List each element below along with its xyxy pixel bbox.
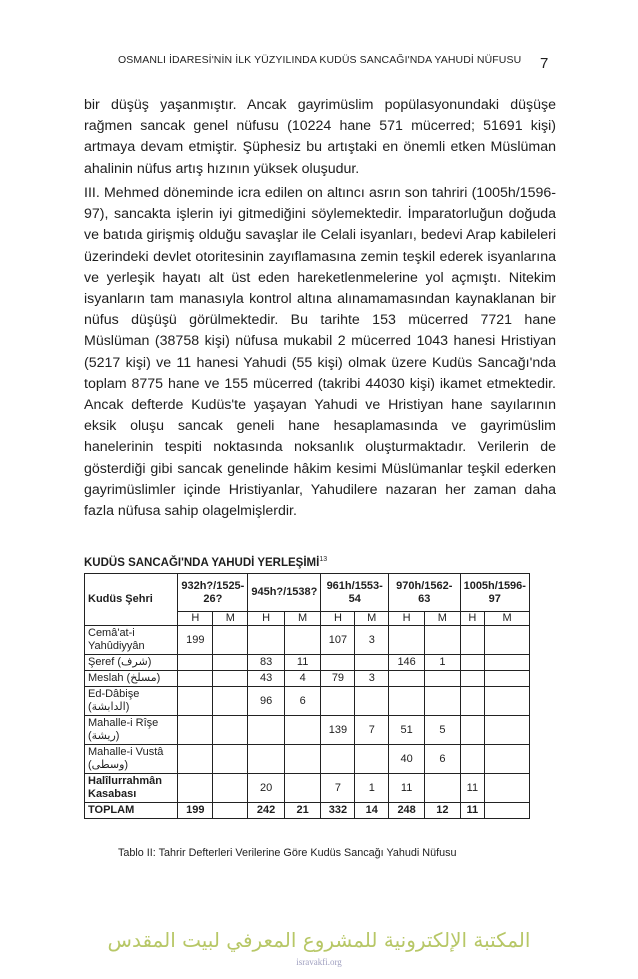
table-title-text: KUDÜS SANCAĞI'NDA YAHUDİ YERLEŞİMİ [84,556,320,569]
table-caption: Tablo II: Tahrir Defterleri Verilerine Göre Kudüs Sancağı Yahudi Nüfusu [118,847,457,859]
paragraph-2 [84,183,556,522]
value-cell [178,687,213,716]
subheader-cell: M [425,612,460,626]
total-row [85,803,530,819]
value-cell [425,671,460,687]
total-value-cell: 21 [284,803,321,819]
row-name-cell: Meslah (مسلخ) [85,671,178,687]
value-cell [460,655,485,671]
value-cell [485,745,530,774]
value-cell [485,671,530,687]
period-header: 932h?/1525-26? [178,574,248,612]
value-cell: 139 [321,716,355,745]
table-row [85,745,530,774]
value-cell [425,687,460,716]
value-cell [485,687,530,716]
period-header: 961h/1553-54 [321,574,389,612]
value-cell [355,745,389,774]
value-cell: 51 [389,716,425,745]
total-value-cell: 199 [178,803,213,819]
value-cell [355,655,389,671]
value-cell [178,745,213,774]
row-name-cell: Mahalle-i Rîşe (ريشة) [85,716,178,745]
subheader-cell: H [321,612,355,626]
value-cell [178,774,213,803]
value-cell [460,716,485,745]
paragraph-text: III. Mehmed döneminde icra edilen on altıncı asrın son tahriri (1005h/1596-97), sancakta işlerin iyi gitmediğini söylemektedir. İmparatorluğun doğuda ve batıda girişmiş olduğu savaşlar ile Celali isyanları, bedevi Arap kabileleri üzerindeki devlet otoritesinin zayıflamasına zemin teşkil ederek isyanlarına ve yerleşik hayatı alt üst eden hareketlenmelerine yol açmıştı. Nitekim isyanların tam manasıyla kontrol altına alınamamasından kaynaklanan bir nüfus düşüşü görülmektedir. Bu tarihte 153 mücerred 7721 hane Müslüman (38758 kişi) nüfusa mukabil 2 mücerred 1043 hanesi Hristiyan (5217 kişi) ve 11 hanesi Yahudi (55 kişi) olmak üzere Kudüs Sancağı'nda toplam 8775 hane ve 155 mücerred (takribi 44030 kişi) ikamet etmektedir. Ancak defterde Kudüs'te yaşayan Yahudi ve Hristiyan hane sayılarının eksik oluşu sancak geneli hane hesaplamasında ve gayrimüslim hanelerinin tespiti noktasında noksanlık oluşturmaktadır. Verilerin de gösterdiği gibi sancak genelinde hâkim kesimi Müslümanlar teşkil ederken gayrimüslimler içinde Hristiyanlar, Yahudilere nazaran her zaman daha fazla nüfusa sahip olagelmişlerdir. [84,185,556,520]
value-cell [460,626,485,655]
value-cell [485,774,530,803]
value-cell [284,745,321,774]
value-cell: 1 [355,774,389,803]
subheader-cell: H [460,612,485,626]
total-value-cell [485,803,530,819]
value-cell [213,655,248,671]
paragraph-1 [84,95,556,180]
period-header: 1005h/1596-97 [460,574,529,612]
table-row [85,655,530,671]
value-cell [425,774,460,803]
value-cell: 20 [248,774,285,803]
value-cell: 43 [248,671,285,687]
page-number: 7 [540,55,549,72]
row-name-cell: Ed-Dâbişe (الدابشة) [85,687,178,716]
value-cell [284,774,321,803]
subheader-cell: M [213,612,248,626]
value-cell [389,671,425,687]
value-cell [425,626,460,655]
value-cell [284,716,321,745]
total-value-cell: 12 [425,803,460,819]
subheader-cell: H [178,612,213,626]
value-cell: 146 [389,655,425,671]
value-cell [213,626,248,655]
total-value-cell: 248 [389,803,425,819]
value-cell: 6 [284,687,321,716]
total-value-cell: 14 [355,803,389,819]
subheader-cell: M [485,612,530,626]
table-header-row [85,574,530,612]
value-cell [321,655,355,671]
value-cell: 11 [389,774,425,803]
value-cell [248,626,285,655]
running-header: OSMANLI İDARESİ'NİN İLK YÜZYILINDA KUDÜS SANCAĞI'NDA YAHUDİ NÜFUSU [118,54,522,66]
value-cell [248,716,285,745]
period-header: 970h/1562-63 [389,574,461,612]
total-value-cell [213,803,248,819]
population-table [84,573,530,819]
table-row [85,671,530,687]
value-cell: 11 [460,774,485,803]
value-cell [389,626,425,655]
value-cell [460,745,485,774]
value-cell [213,687,248,716]
city-column-header: Kudüs Şehri [85,574,178,626]
value-cell [460,687,485,716]
total-value-cell: 332 [321,803,355,819]
table-row [85,774,530,803]
paragraph-text: bir düşüş yaşanmıştır. Ancak gayrimüslim popülasyonundaki düşüşe rağmen sancak genel nüfusu (10224 hane 571 mücerred; 51691 kişi) artmaya devam etmiştir. Şüphesiz bu artıştaki en önemli etken Müslüman ahalinin nüfus artış hızının yüksek oluşudur. [84,97,556,177]
total-value-cell: 11 [460,803,485,819]
value-cell [213,774,248,803]
row-name-cell: Cemâ'at-i Yahûdiyyân [85,626,178,655]
value-cell [213,671,248,687]
value-cell [389,687,425,716]
value-cell [178,671,213,687]
footnote-marker: 13 [319,556,328,563]
row-name-cell: Mahalle-i Vustâ (وسطى) [85,745,178,774]
value-cell: 6 [425,745,460,774]
footer-library-name: المكتبة الإلكترونية للمشروع المعرفي لبيت المقدس [107,928,531,952]
value-cell [321,745,355,774]
value-cell: 3 [355,626,389,655]
value-cell [213,716,248,745]
value-cell: 79 [321,671,355,687]
value-cell: 7 [355,716,389,745]
footer-url[interactable]: isravakfi.org [296,957,342,967]
value-cell: 3 [355,671,389,687]
total-label-cell: TOPLAM [85,803,178,819]
total-value-cell: 242 [248,803,285,819]
table-title [84,556,327,569]
subheader-cell: M [284,612,321,626]
table-row [85,687,530,716]
value-cell [284,626,321,655]
value-cell: 1 [425,655,460,671]
value-cell: 4 [284,671,321,687]
subheader-cell: H [248,612,285,626]
value-cell: 199 [178,626,213,655]
table-row [85,626,530,655]
value-cell: 7 [321,774,355,803]
value-cell: 83 [248,655,285,671]
subheader-cell: M [355,612,389,626]
value-cell: 107 [321,626,355,655]
value-cell [248,745,285,774]
row-name-cell: Halîlurrahmân Kasabası [85,774,178,803]
table-row [85,716,530,745]
value-cell [355,687,389,716]
value-cell [321,687,355,716]
value-cell [178,655,213,671]
value-cell [485,716,530,745]
value-cell [213,745,248,774]
value-cell [485,655,530,671]
period-header: 945h?/1538? [248,574,321,612]
value-cell: 5 [425,716,460,745]
row-name-cell: Şeref (شرف) [85,655,178,671]
value-cell: 11 [284,655,321,671]
value-cell [485,626,530,655]
value-cell [178,716,213,745]
subheader-cell: H [389,612,425,626]
value-cell: 96 [248,687,285,716]
value-cell [460,671,485,687]
value-cell: 40 [389,745,425,774]
